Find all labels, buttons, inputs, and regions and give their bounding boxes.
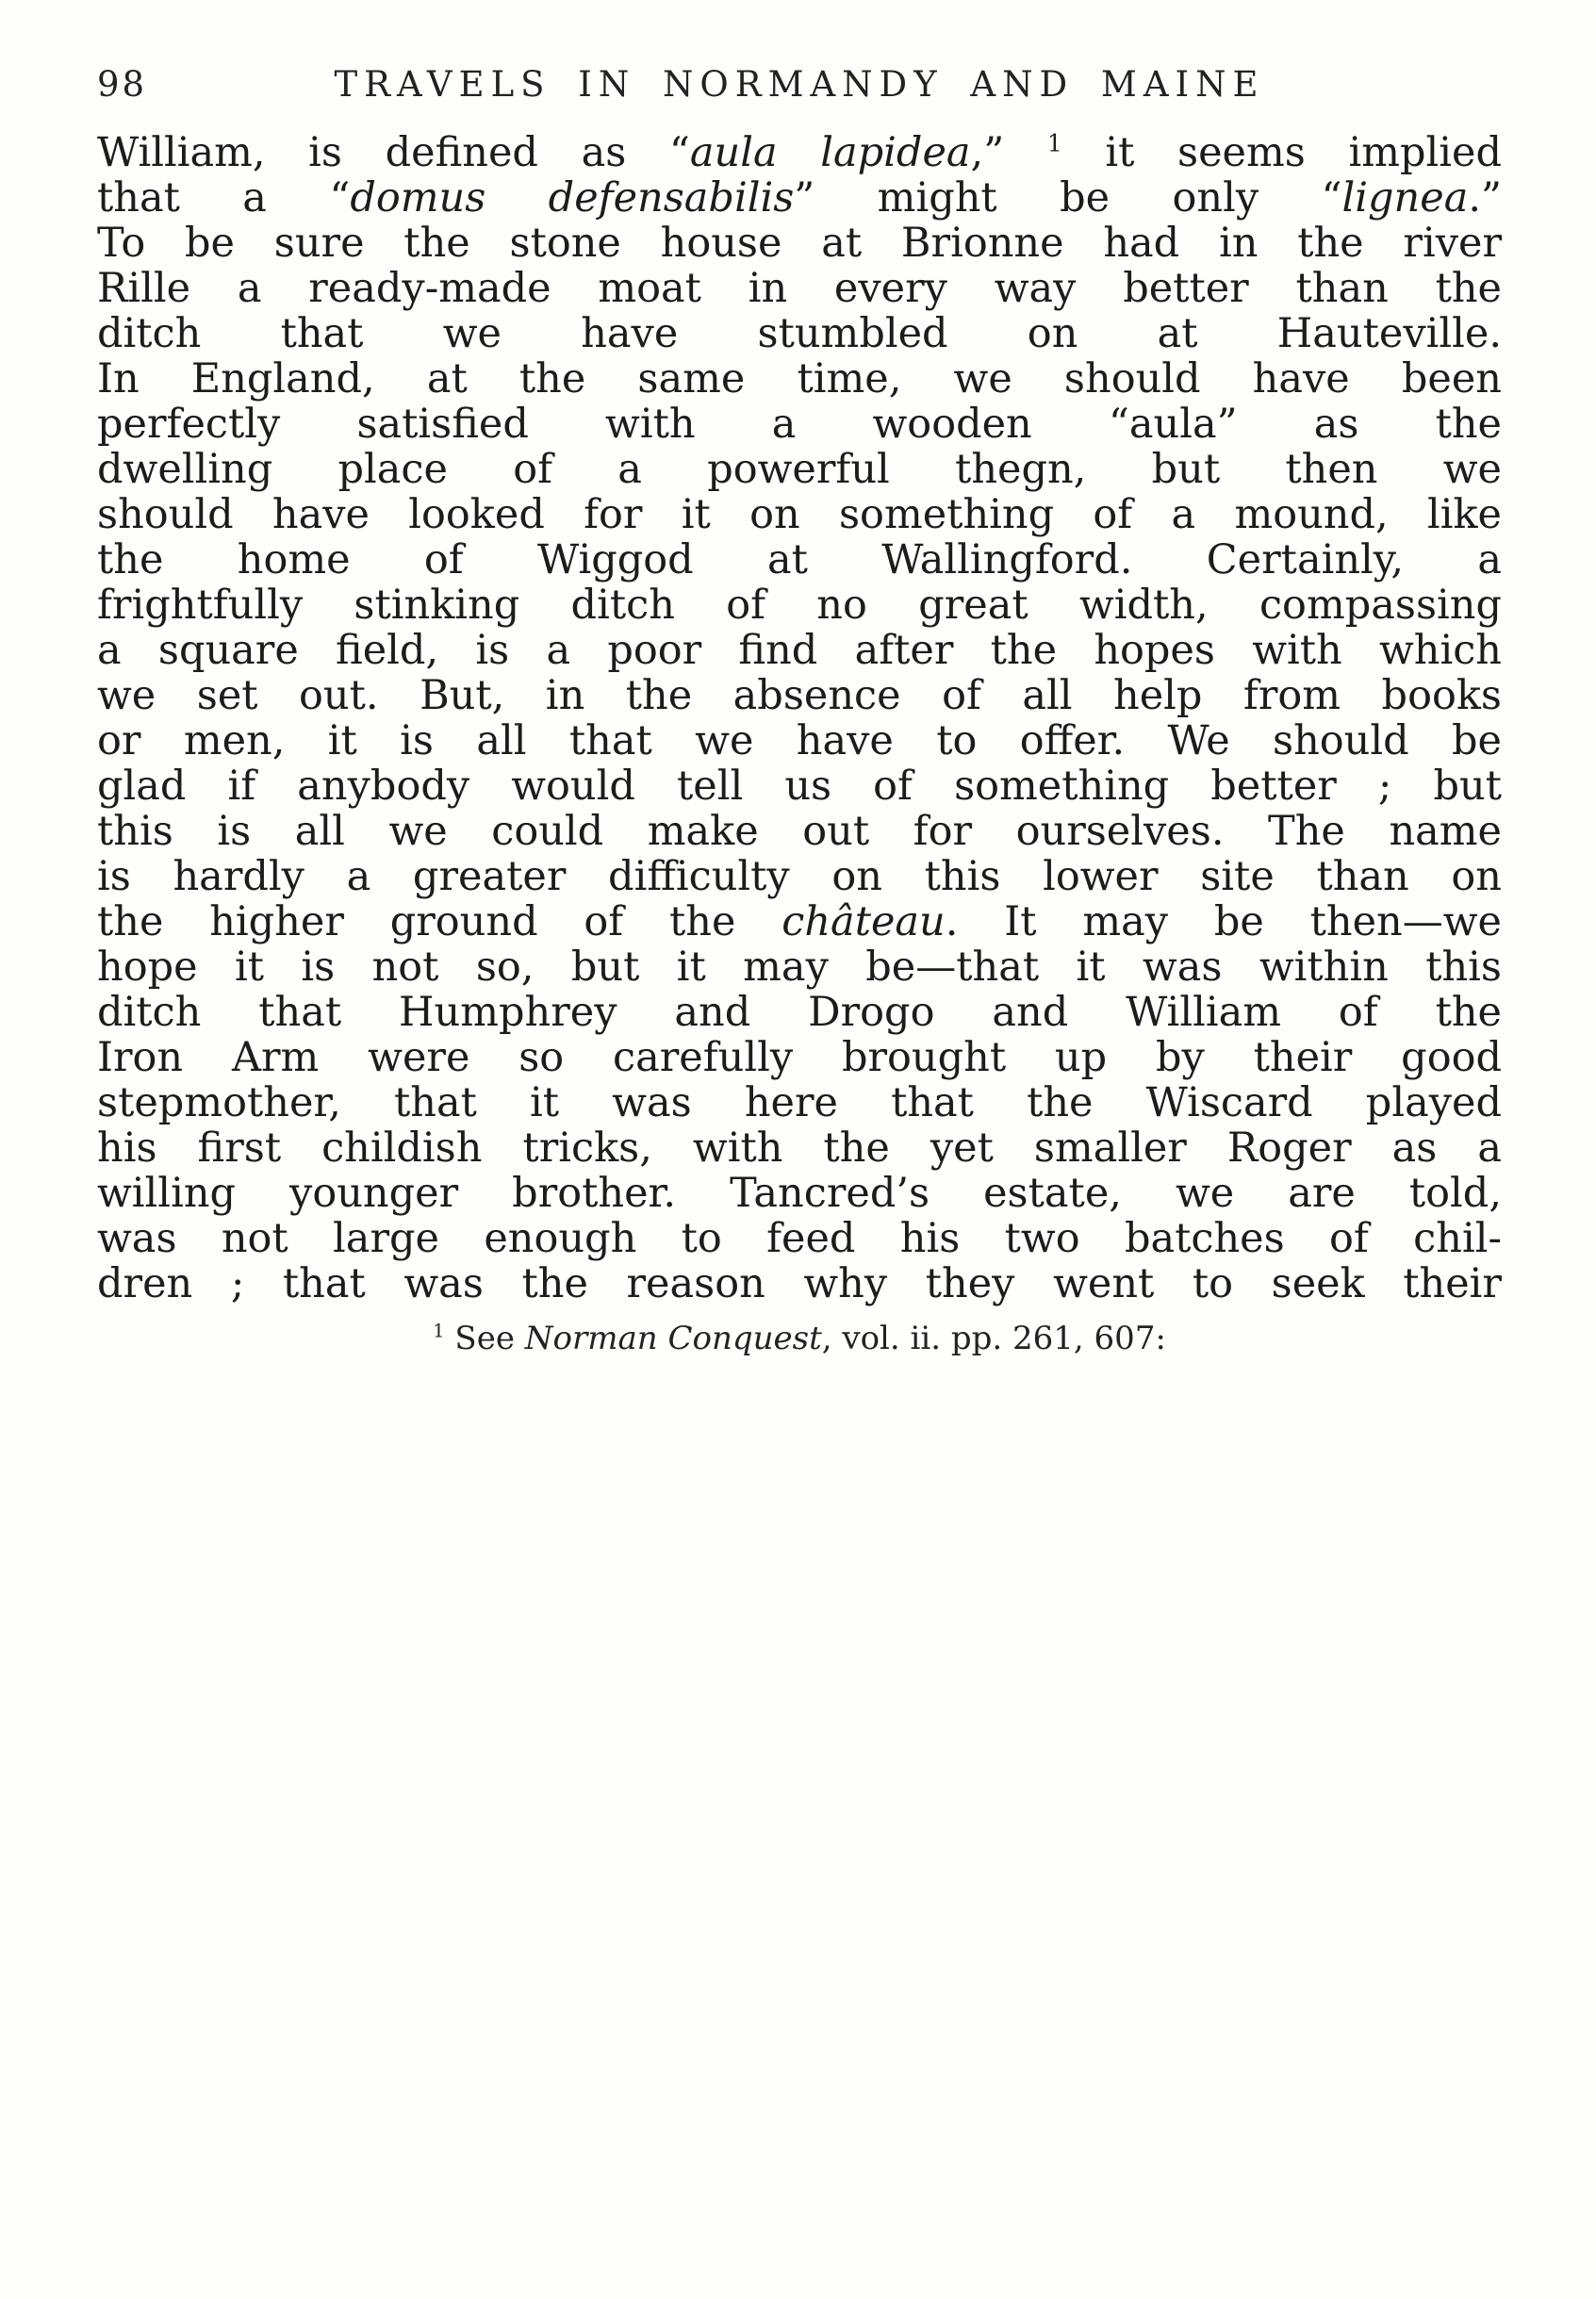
text-run: ditch that Humphrey and Drogo and William of the <box>97 989 1502 1036</box>
text-line <box>97 266 1502 311</box>
page-header <box>97 64 1502 111</box>
text-line <box>97 175 1502 221</box>
text-run: frightfully stinking ditch of no great width, compassing <box>97 582 1502 629</box>
text-line <box>97 899 1502 944</box>
text-line <box>97 1035 1502 1080</box>
text-line <box>97 492 1502 537</box>
text-line <box>97 673 1502 718</box>
text-line <box>97 402 1502 447</box>
text-run: William, is defined as “ <box>97 129 690 176</box>
text-run: ” might be only “ <box>794 174 1342 222</box>
text-line <box>97 447 1502 492</box>
text-line <box>97 1080 1502 1125</box>
text-line <box>97 1216 1502 1261</box>
text-line <box>97 221 1502 266</box>
italic-text-run: Norman Conquest <box>524 1320 822 1357</box>
text-run: it seems implied <box>1061 129 1502 176</box>
footnote-marker: 1 <box>433 1320 445 1342</box>
text-line <box>97 1125 1502 1171</box>
body-text <box>97 130 1502 1306</box>
text-run: stepmother, that it was here that the Wiscard played <box>97 1079 1502 1126</box>
text-run: dren ; that was the reason why they went to seek their <box>97 1260 1502 1307</box>
text-run: See <box>444 1320 525 1357</box>
text-line <box>97 130 1502 175</box>
italic-text-run: lignea <box>1341 174 1469 222</box>
text-line <box>97 718 1502 764</box>
text-line <box>97 944 1502 990</box>
text-line <box>97 1171 1502 1216</box>
text-line <box>97 537 1502 583</box>
text-line <box>97 311 1502 356</box>
text-run: is hardly a greater difficulty on this lower site than on <box>97 853 1502 900</box>
italic-text-run: aula lapidea <box>689 129 971 176</box>
text-line <box>97 764 1502 809</box>
text-run: In England, at the same time, we should have been <box>97 355 1502 402</box>
text-run: To be sure the stone house at Brionne had in the river <box>97 220 1502 267</box>
text-run: glad if anybody would tell us of something better ; but <box>97 763 1502 810</box>
text-run: hope it is not so, but it may be—that it was within this <box>97 944 1502 991</box>
text-run: a square field, is a poor find after the hopes with which <box>97 627 1502 674</box>
text-run: ,” <box>970 129 1047 176</box>
text-line <box>97 1261 1502 1306</box>
text-run: we set out. But, in the absence of all help from books <box>97 672 1502 719</box>
text-run: ditch that we have stumbled on at Hauteville. <box>97 310 1502 357</box>
page-number: 98 <box>97 64 148 105</box>
text-line <box>97 809 1502 854</box>
text-run: perfectly satisfied with a wooden “aula” as the <box>97 401 1502 448</box>
text-run: was not large enough to feed his two batches of chil- <box>97 1215 1502 1262</box>
text-run: , vol. ii. pp. 261, 607: <box>821 1320 1166 1357</box>
italic-text-run: château <box>782 898 946 945</box>
footnote <box>97 1318 1502 1359</box>
text-run: the home of Wiggod at Wallingford. Certainly, a <box>97 536 1502 583</box>
text-line <box>97 583 1502 628</box>
italic-text-run: domus defensabilis <box>350 174 795 222</box>
text-run: should have looked for it on something of a mound, like <box>97 491 1502 538</box>
text-run: Rille a ready-made moat in every way better than the <box>97 265 1502 312</box>
text-line <box>97 990 1502 1035</box>
text-run: dwelling place of a powerful thegn, but then we <box>97 446 1502 493</box>
running-title: TRAVELS IN NORMANDY AND MAINE <box>334 64 1265 105</box>
text-run: his first childish tricks, with the yet smaller Roger as a <box>97 1125 1502 1172</box>
text-line <box>97 628 1502 673</box>
text-run: the higher ground of the <box>97 898 782 945</box>
text-line <box>97 854 1502 899</box>
text-run: this is all we could make out for ourselves. The name <box>97 808 1502 855</box>
text-line <box>97 356 1502 402</box>
text-run: Iron Arm were so carefully brought up by their good <box>97 1034 1502 1081</box>
text-run: that a “ <box>97 174 351 222</box>
footnote-marker: 1 <box>1046 129 1062 157</box>
text-run: .” <box>1468 174 1502 222</box>
text-run: or men, it is all that we have to offer. We should be <box>97 717 1502 764</box>
text-run: . It may be then—we <box>945 898 1503 945</box>
text-run: willing younger brother. Tancred’s estate, we are told, <box>97 1170 1502 1217</box>
